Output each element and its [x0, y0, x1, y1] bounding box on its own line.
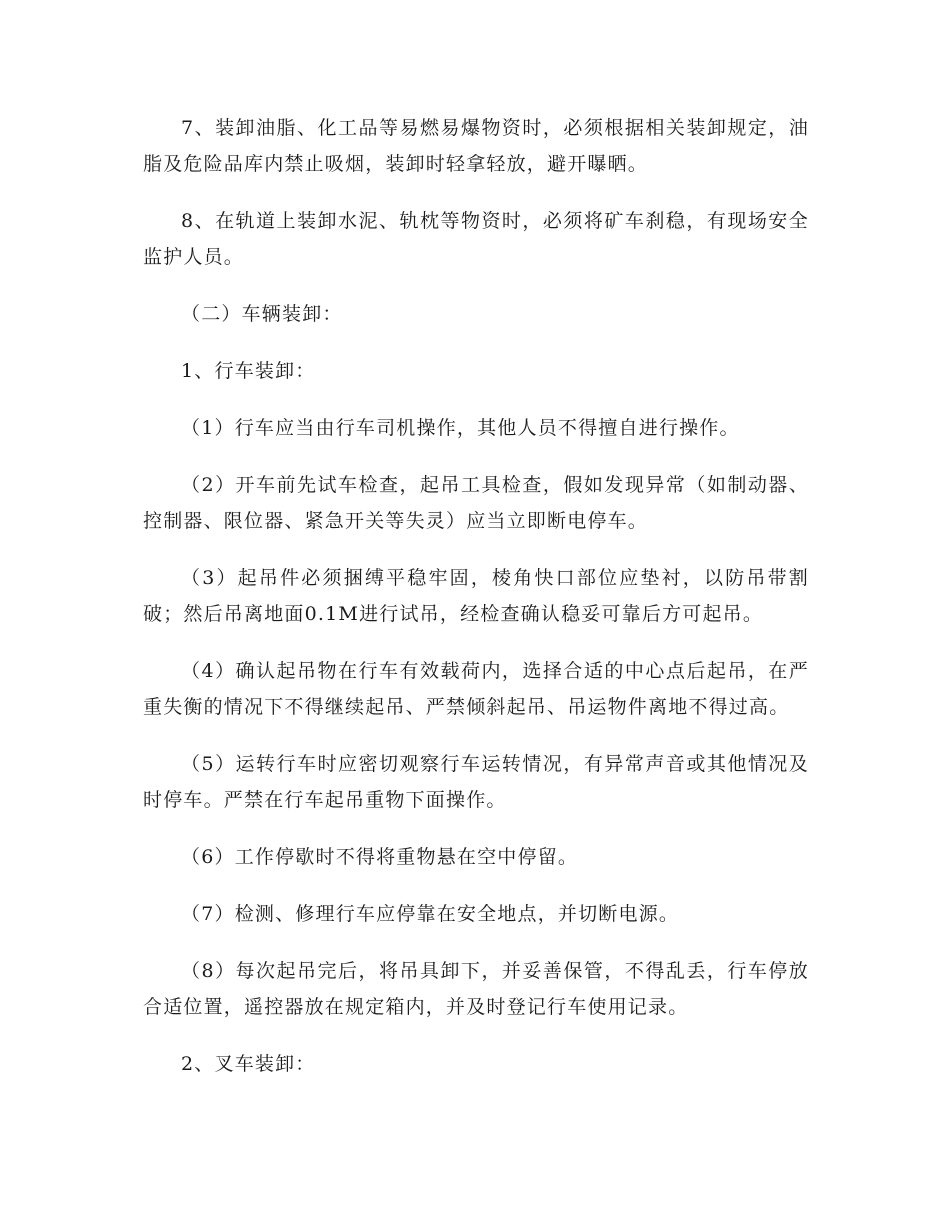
- paragraph-crane-4: （4）确认起吊物在行车有效载荷内，选择合适的中心点后起吊，在严重失衡的情况下不得继续起吊、严禁倾斜起吊、吊运物件离地不得过高。: [143, 660, 809, 718]
- paragraph-crane-7: （7）检测、修理行车应停靠在安全地点，并切断电源。: [181, 903, 680, 925]
- paragraph-crane-2: （2）开车前先试车检查，起吊工具检查，假如发现异常（如制动器、控制器、限位器、紧急开关等失灵）应当立即断电停车。: [143, 474, 809, 532]
- paragraph-crane-1: （1）行车应当由行车司机操作，其他人员不得擅自进行操作。: [181, 417, 740, 439]
- paragraph-crane-8: （8）每次起吊完后，将吊具卸下，并妥善保管，不得乱丢，行车停放合适位置，遥控器放在规定箱内，并及时登记行车使用记录。: [143, 960, 809, 1018]
- paragraph-crane-3: （3）起吊件必须捆缚平稳牢固，棱角快口部位应垫衬，以防吊带割破；然后吊离地面0.1M进行试吊，经检查确认稳妥可靠后方可起吊。: [143, 567, 809, 625]
- paragraph-item-8: 8、在轨道上装卸水泥、轨枕等物资时，必须将矿车刹稳，有现场安全监护人员。: [143, 210, 809, 268]
- document-body: [143, 110, 809, 1103]
- section-heading-vehicle-loading: （二）车辆装卸：: [181, 303, 343, 325]
- paragraph-crane-5: （5）运转行车时应密切观察行车运转情况，有异常声音或其他情况及时停车。严禁在行车起吊重物下面操作。: [143, 753, 809, 811]
- paragraph-crane-6: （6）工作停歇时不得将重物悬在空中停留。: [181, 846, 579, 868]
- subsection-heading-crane-loading: 1、行车装卸：: [181, 360, 316, 382]
- paragraph-item-7: 7、装卸油脂、化工品等易燃易爆物资时，必须根据相关装卸规定，油脂及危险品库内禁止吸烟，装卸时轻拿轻放，避开曝晒。: [143, 117, 809, 175]
- subsection-heading-forklift-loading: 2、叉车装卸：: [181, 1053, 316, 1075]
